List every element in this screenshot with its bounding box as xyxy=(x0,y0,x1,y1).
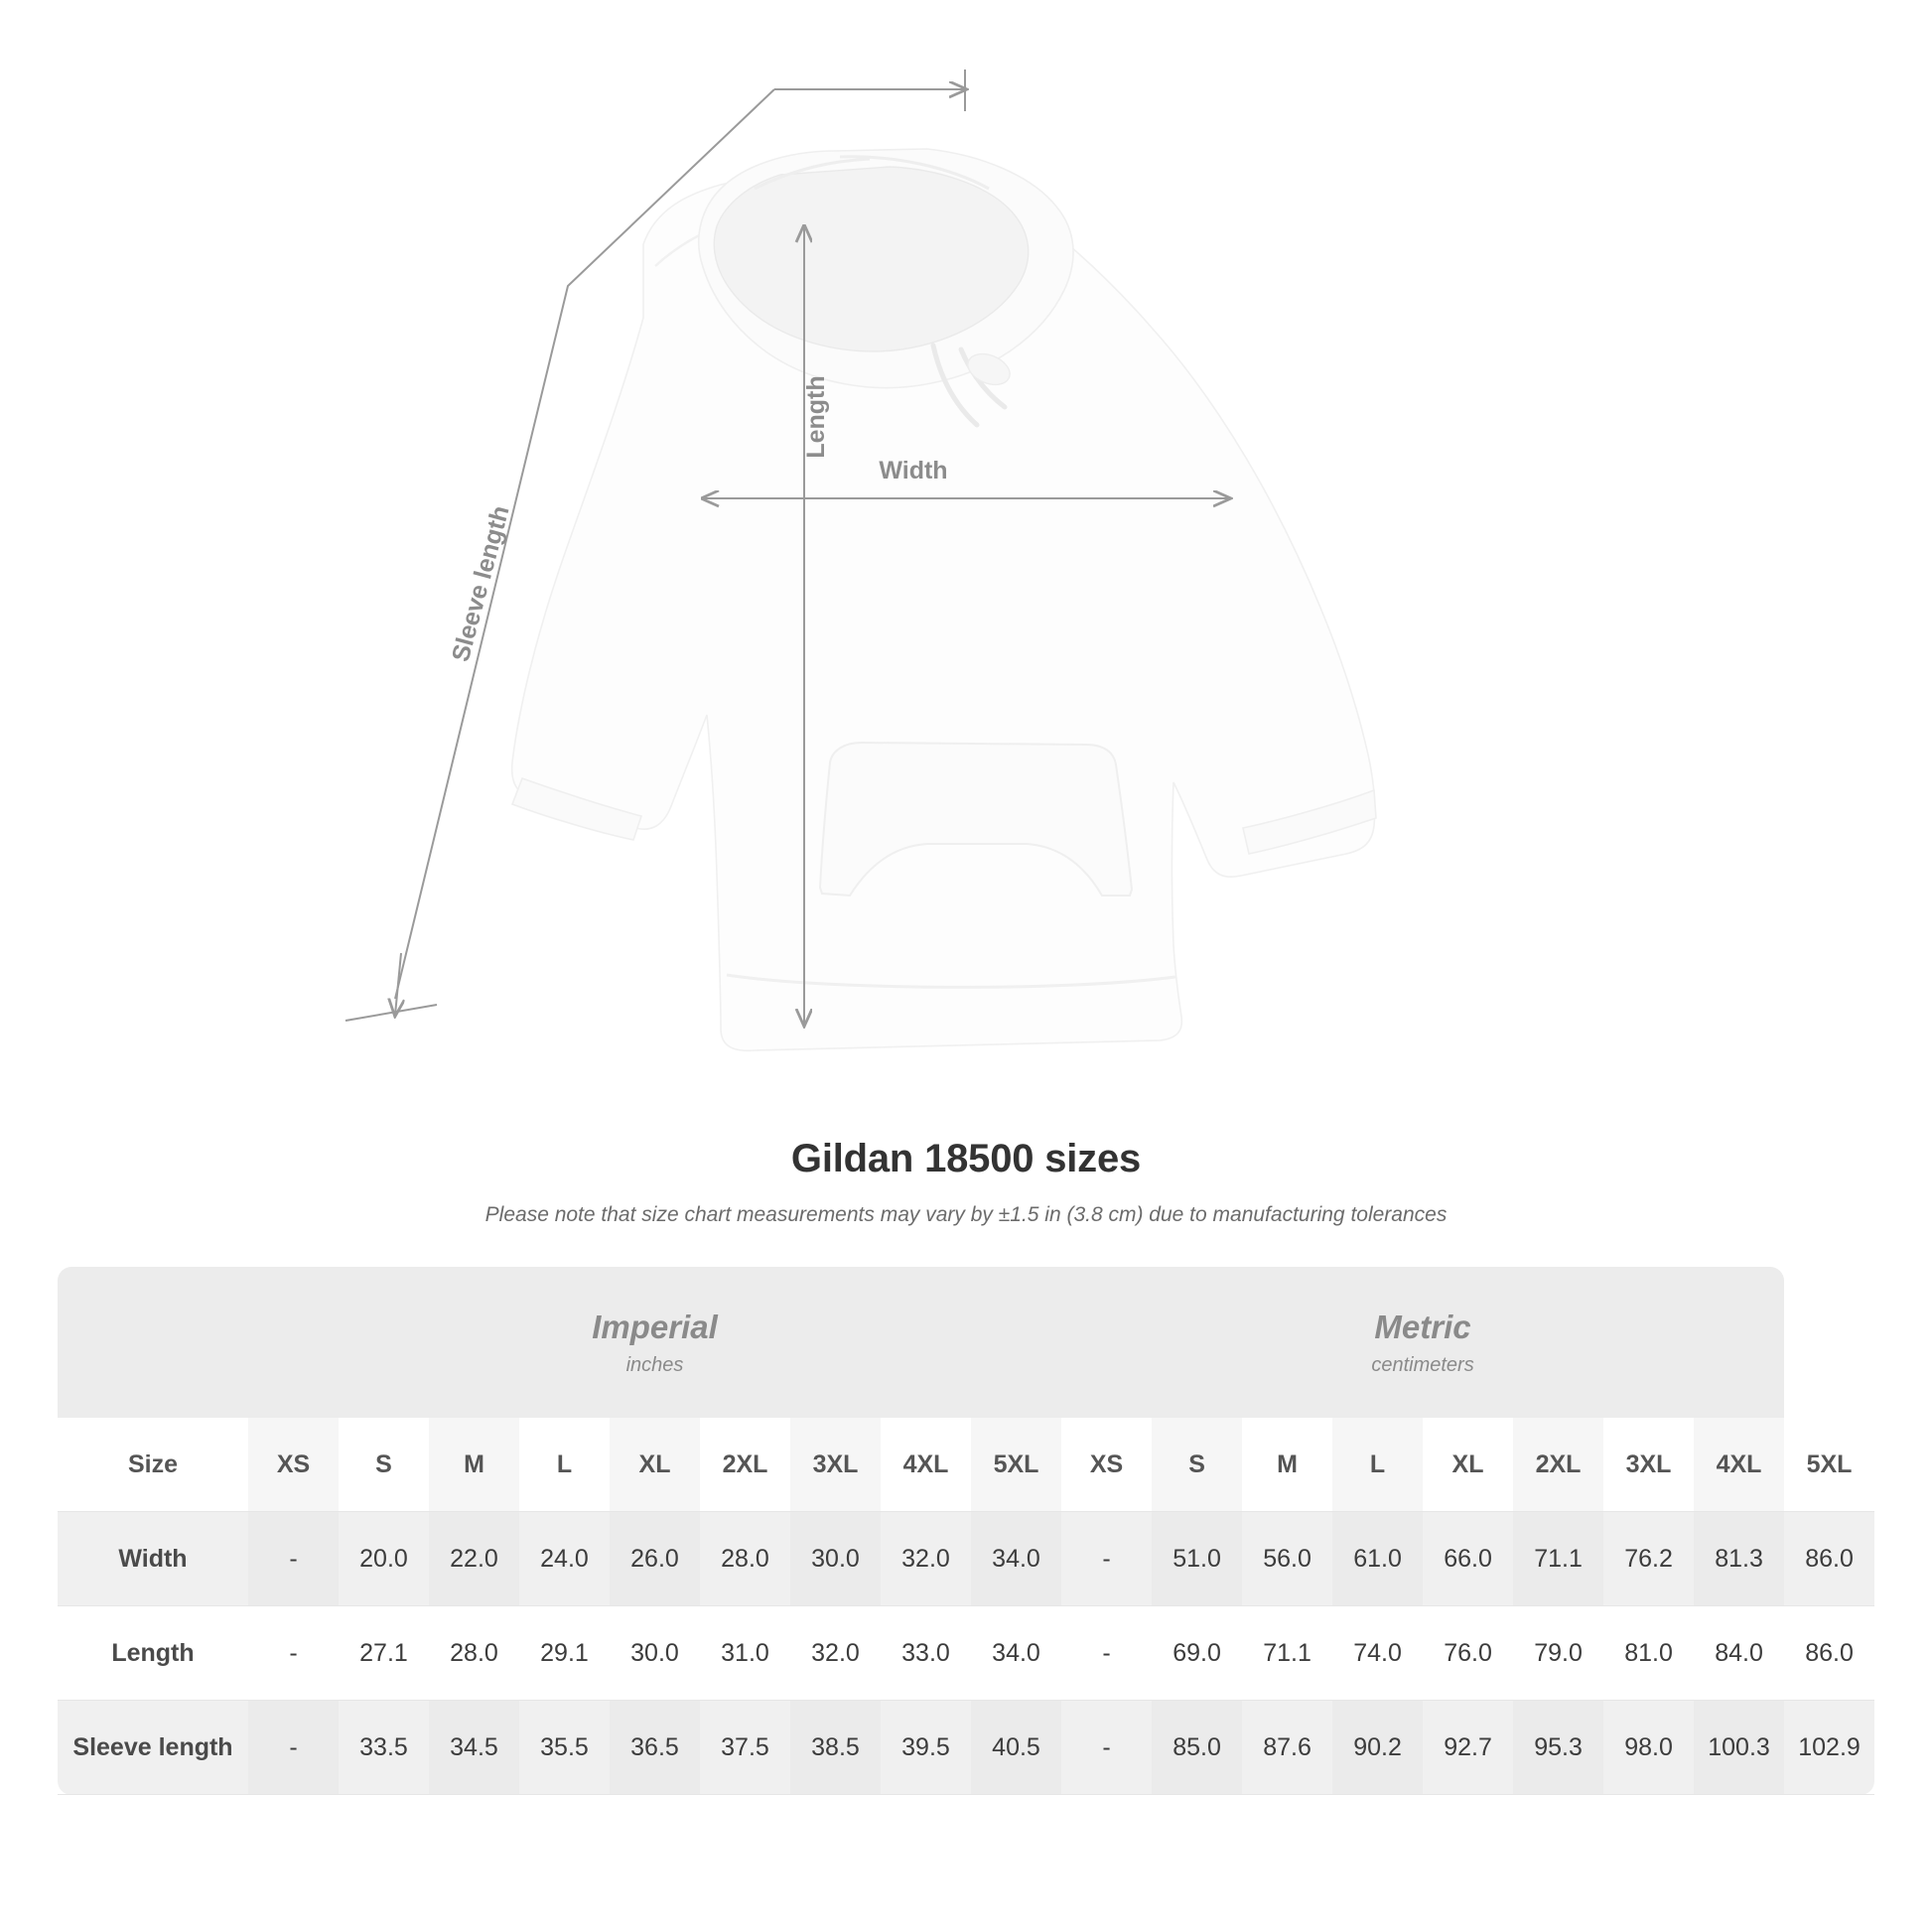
header-col-5xl-imperial: 5XL xyxy=(971,1418,1061,1512)
header-col-xl-imperial: XL xyxy=(610,1418,700,1512)
header-col-s-imperial: S xyxy=(339,1418,429,1512)
unit-header-row xyxy=(58,1267,1874,1418)
cell-sleeve-metric-5xl: 102.9 xyxy=(1784,1701,1874,1795)
cell-sleeve-imperial-l: 35.5 xyxy=(519,1701,610,1795)
cell-sleeve-imperial-s: 33.5 xyxy=(339,1701,429,1795)
cell-length-imperial-3xl: 32.0 xyxy=(790,1606,881,1701)
row-label-width: Width xyxy=(58,1512,248,1606)
table-row xyxy=(58,1701,1874,1795)
cell-width-imperial-l: 24.0 xyxy=(519,1512,610,1606)
header-col-xs-metric: XS xyxy=(1061,1418,1152,1512)
unit-imperial-sub: inches xyxy=(625,1353,684,1376)
header-col-s-metric: S xyxy=(1152,1418,1242,1512)
cell-width-metric-5xl: 86.0 xyxy=(1784,1512,1874,1606)
sleeve-arrow-bottom xyxy=(395,953,401,1015)
cell-width-metric-m: 56.0 xyxy=(1242,1512,1332,1606)
cell-sleeve-metric-xl: 92.7 xyxy=(1423,1701,1513,1795)
cell-length-metric-4xl: 84.0 xyxy=(1694,1606,1784,1701)
cell-width-metric-xl: 66.0 xyxy=(1423,1512,1513,1606)
row-label-sleeve-length: Sleeve length xyxy=(58,1701,248,1795)
cell-length-imperial-2xl: 31.0 xyxy=(700,1606,790,1701)
header-col-2xl-imperial: 2XL xyxy=(700,1418,790,1512)
cell-sleeve-imperial-4xl: 39.5 xyxy=(881,1701,971,1795)
header-col-3xl-metric: 3XL xyxy=(1603,1418,1694,1512)
cell-width-metric-4xl: 81.3 xyxy=(1694,1512,1784,1606)
cell-sleeve-metric-m: 87.6 xyxy=(1242,1701,1332,1795)
cell-length-imperial-5xl: 34.0 xyxy=(971,1606,1061,1701)
cell-length-imperial-4xl: 33.0 xyxy=(881,1606,971,1701)
cell-length-metric-5xl: 86.0 xyxy=(1784,1606,1874,1701)
size-table xyxy=(58,1267,1874,1795)
cell-sleeve-imperial-3xl: 38.5 xyxy=(790,1701,881,1795)
cell-width-imperial-xl: 26.0 xyxy=(610,1512,700,1606)
header-col-4xl-metric: 4XL xyxy=(1694,1418,1784,1512)
cell-length-metric-s: 69.0 xyxy=(1152,1606,1242,1701)
unit-imperial-name: Imperial xyxy=(592,1308,718,1345)
cell-sleeve-imperial-m: 34.5 xyxy=(429,1701,519,1795)
unit-metric-name: Metric xyxy=(1374,1308,1471,1345)
hoodie-garment xyxy=(512,149,1376,1050)
sleeve-length-label: Sleeve length xyxy=(446,502,515,665)
cell-sleeve-metric-s: 85.0 xyxy=(1152,1701,1242,1795)
length-label: Length xyxy=(802,375,830,459)
cell-sleeve-imperial-2xl: 37.5 xyxy=(700,1701,790,1795)
cell-width-imperial-5xl: 34.0 xyxy=(971,1512,1061,1606)
cell-sleeve-imperial-xs: - xyxy=(248,1701,339,1795)
sleeve-tick-bottom xyxy=(345,1005,437,1021)
cell-length-imperial-xl: 30.0 xyxy=(610,1606,700,1701)
cell-length-metric-xs: - xyxy=(1061,1606,1152,1701)
table-row xyxy=(58,1606,1874,1701)
size-header-row xyxy=(58,1418,1874,1512)
cell-width-imperial-m: 22.0 xyxy=(429,1512,519,1606)
cell-length-metric-xl: 76.0 xyxy=(1423,1606,1513,1701)
header-size-label: Size xyxy=(58,1418,248,1512)
chart-title: Gildan 18500 sizes xyxy=(790,1137,1142,1180)
size-table-wrap xyxy=(58,1267,1874,1795)
title-block xyxy=(0,1137,1932,1227)
cell-width-imperial-xs: - xyxy=(248,1512,339,1606)
cell-length-metric-3xl: 81.0 xyxy=(1603,1606,1694,1701)
unit-imperial-cell xyxy=(248,1267,1061,1418)
cell-sleeve-metric-3xl: 98.0 xyxy=(1603,1701,1694,1795)
unit-metric-cell xyxy=(1061,1267,1784,1418)
cell-width-metric-xs: - xyxy=(1061,1512,1152,1606)
cell-width-metric-s: 51.0 xyxy=(1152,1512,1242,1606)
unit-metric-sub: centimeters xyxy=(1371,1353,1474,1376)
header-col-2xl-metric: 2XL xyxy=(1513,1418,1603,1512)
header-col-m-metric: M xyxy=(1242,1418,1332,1512)
header-col-xs-imperial: XS xyxy=(248,1418,339,1512)
row-label-length: Length xyxy=(58,1606,248,1701)
cell-width-imperial-4xl: 32.0 xyxy=(881,1512,971,1606)
cell-length-metric-2xl: 79.0 xyxy=(1513,1606,1603,1701)
cell-width-metric-2xl: 71.1 xyxy=(1513,1512,1603,1606)
width-label: Width xyxy=(879,457,948,484)
cell-length-imperial-m: 28.0 xyxy=(429,1606,519,1701)
cell-sleeve-metric-l: 90.2 xyxy=(1332,1701,1423,1795)
cell-sleeve-imperial-xl: 36.5 xyxy=(610,1701,700,1795)
header-col-l-metric: L xyxy=(1332,1418,1423,1512)
cell-length-metric-m: 71.1 xyxy=(1242,1606,1332,1701)
header-col-4xl-imperial: 4XL xyxy=(881,1418,971,1512)
cell-width-metric-3xl: 76.2 xyxy=(1603,1512,1694,1606)
cell-sleeve-imperial-5xl: 40.5 xyxy=(971,1701,1061,1795)
tolerance-note: Please note that size chart measurements may vary by ±1.5 in (3.8 cm) due to manufacturing tolerances xyxy=(484,1203,1448,1226)
cell-width-metric-l: 61.0 xyxy=(1332,1512,1423,1606)
header-col-3xl-imperial: 3XL xyxy=(790,1418,881,1512)
table-row xyxy=(58,1512,1874,1606)
cell-length-imperial-l: 29.1 xyxy=(519,1606,610,1701)
header-col-xl-metric: XL xyxy=(1423,1418,1513,1512)
cell-width-imperial-3xl: 30.0 xyxy=(790,1512,881,1606)
cell-sleeve-metric-4xl: 100.3 xyxy=(1694,1701,1784,1795)
cell-length-metric-l: 74.0 xyxy=(1332,1606,1423,1701)
header-col-5xl-metric: 5XL xyxy=(1784,1418,1874,1512)
cell-length-imperial-s: 27.1 xyxy=(339,1606,429,1701)
header-col-m-imperial: M xyxy=(429,1418,519,1512)
cell-length-imperial-xs: - xyxy=(248,1606,339,1701)
header-col-l-imperial: L xyxy=(519,1418,610,1512)
cell-sleeve-metric-xs: - xyxy=(1061,1701,1152,1795)
cell-sleeve-metric-2xl: 95.3 xyxy=(1513,1701,1603,1795)
cell-width-imperial-s: 20.0 xyxy=(339,1512,429,1606)
unit-corner-cell xyxy=(58,1267,248,1418)
cell-width-imperial-2xl: 28.0 xyxy=(700,1512,790,1606)
